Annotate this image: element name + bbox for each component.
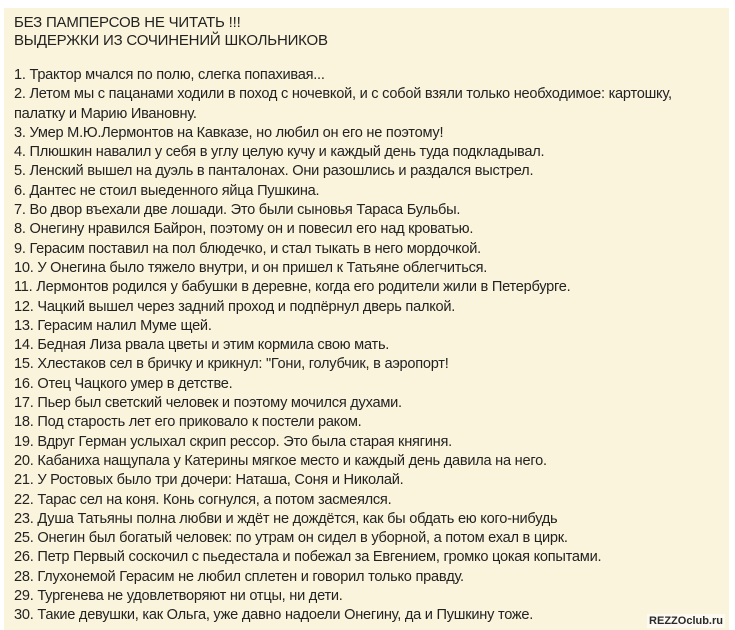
list-item: 30. Такие девушки, как Ольга, уже давно надоели Онегину, да и Пушкину тоже.: [14, 607, 534, 624]
list-item: 23. Душа Татьяны полна любви и ждёт не дождётся, как бы обдать ею кого-нибудь: [14, 510, 558, 527]
list-item: 4. Плюшкин навалил у себя в углу целую кучу и каждый день туда подкладывал.: [14, 144, 545, 161]
list-item: 3. Умер М.Ю.Лермонтов на Кавказе, но любил он его не поэтому!: [14, 124, 444, 141]
list-item: 14. Бедная Лиза рвала цветы и этим кормила свою мать.: [14, 337, 390, 354]
list-item: 16. Отец Чацкого умер в детстве.: [14, 375, 233, 392]
list-item: 7. Во двор въехали две лошади. Это были сыновья Тараса Бульбы.: [14, 202, 461, 219]
list-item: 19. Вдруг Герман услыхал скрип рессор. Это была старая княгиня.: [14, 433, 452, 450]
page-title: БЕЗ ПАМПЕРСОВ НЕ ЧИТАТЬ !!!: [14, 14, 241, 31]
list-item: 18. Под старость лет его приковало к постели раком.: [14, 414, 362, 431]
list-item: 10. У Онегина было тяжело внутри, и он пришел к Татьяне облегчиться.: [14, 259, 488, 276]
list-item: 29. Тургенева не удовлетворяют ни отцы, ни дети.: [14, 588, 343, 605]
list-item: 26. Петр Первый соскочил с пьедестала и побежал за Евгением, громко цокая копытами.: [14, 549, 602, 566]
watermark: REZZOclub.ru: [649, 615, 723, 627]
list-item: 25. Онегин был богатый человек: по утрам он сидел в уборной, а потом ехал в цирк.: [14, 530, 568, 547]
list-item: 28. Глухонемой Герасим не любил сплетен и говорил только правду.: [14, 568, 464, 585]
list-item: 17. Пьер был светский человек и поэтому мочился духами.: [14, 395, 402, 412]
text-card: [4, 8, 729, 630]
list-item: 20. Кабаниха нащупала у Катерины мягкое место и каждый день давила на него.: [14, 452, 547, 469]
list-item: 12. Чацкий вышел через задний проход и подпёрнул дверь палкой.: [14, 298, 456, 315]
quotes-list: [14, 66, 719, 626]
list-item: 6. Дантес не стоил выеденного яйца Пушкина.: [14, 182, 320, 199]
list-item: 5. Ленский вышел на дуэль в панталонах. Они разошлись и раздался выстрел.: [14, 163, 534, 180]
list-item: 15. Хлестаков сел в бричку и крикнул: "Гони, голубчик, в аэропорт!: [14, 356, 449, 373]
list-item: 8. Онегину нравился Байрон, поэтому он и повесил его над кроватью.: [14, 221, 474, 238]
list-item: 9. Герасим поставил на пол блюдечко, и стал тыкать в него мордочкой.: [14, 240, 481, 257]
list-item: 13. Герасим налил Муме щей.: [14, 317, 212, 334]
list-item: 21. У Ростовых было три дочери: Наташа, Соня и Николай.: [14, 472, 404, 489]
list-item: 1. Трактор мчался по полю, слегка попахивая...: [14, 67, 325, 83]
list-item: 2. Летом мы с пацанами ходили в поход с ночевкой, и с собой взяли только необходимое: картошку, палатку и Марию Ивановну.: [14, 86, 676, 122]
page-subtitle: ВЫДЕРЖКИ ИЗ СОЧИНЕНИЙ ШКОЛЬНИКОВ: [14, 32, 328, 49]
list-item: 22. Тарас сел на коня. Конь согнулся, а потом засмеялся.: [14, 491, 392, 508]
list-item: 11. Лермонтов родился у бабушки в деревне, когда его родители жили в Петербурге.: [14, 279, 571, 296]
